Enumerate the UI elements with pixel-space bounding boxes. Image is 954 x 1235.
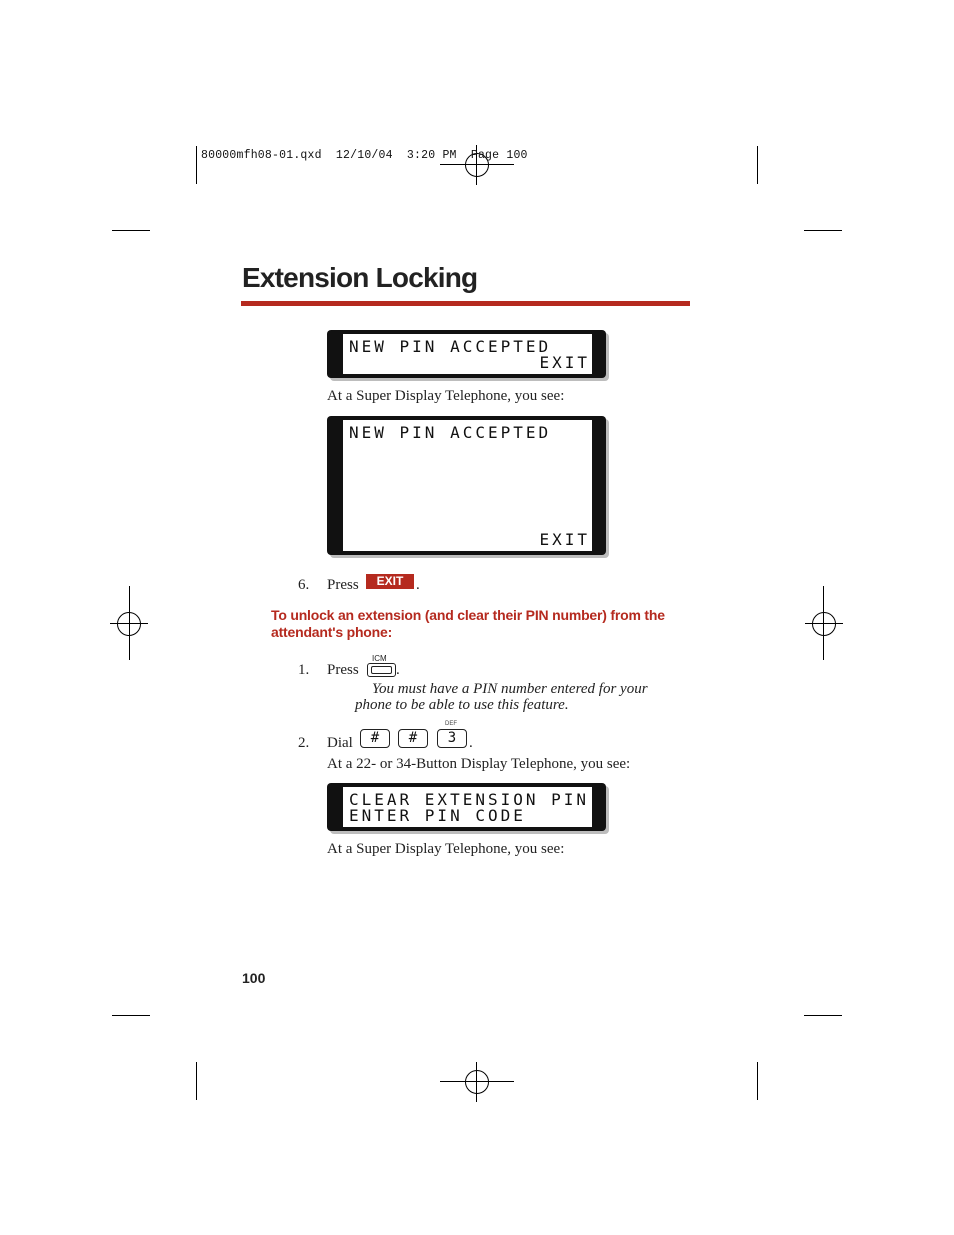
caption: At a 22- or 34-Button Display Telephone, you see: <box>327 756 631 772</box>
lcd-display <box>327 416 606 555</box>
step-text: Dial <box>327 735 353 751</box>
lcd-line: NEW PIN ACCEPTED <box>349 423 552 442</box>
icm-key-icon <box>367 663 396 677</box>
title-rule <box>241 301 690 306</box>
page-title: Extension Locking <box>242 262 478 293</box>
lcd-display <box>327 783 606 831</box>
dial-key-pound: # <box>360 729 390 748</box>
crop-mark <box>804 230 842 231</box>
crop-mark <box>757 146 758 184</box>
section-heading: To unlock an extension (and clear their PIN number) from the attendant's phone: <box>271 607 665 640</box>
crop-mark <box>196 1062 197 1100</box>
step-end: . <box>469 735 473 751</box>
lcd-line: EXIT <box>539 530 590 549</box>
dial-key-3: 3 <box>437 729 467 748</box>
lcd-display <box>327 330 606 378</box>
step-number: 2. <box>298 735 310 751</box>
step-end: . <box>416 577 420 593</box>
note-text: You must have a PIN number entered for your phone to be able to use this feature. <box>355 681 648 713</box>
step-number: 6. <box>298 577 310 593</box>
step-end: . <box>396 662 400 678</box>
step-text: Press <box>327 662 359 678</box>
lcd-line: CLEAR EXTENSION PIN <box>349 790 590 809</box>
crop-mark <box>804 1015 842 1016</box>
step-number: 1. <box>298 662 310 678</box>
crop-mark <box>196 146 197 184</box>
step-text: Press <box>327 577 359 593</box>
lcd-line: EXIT <box>539 353 590 372</box>
caption: At a Super Display Telephone, you see: <box>327 388 565 404</box>
crop-mark <box>757 1062 758 1100</box>
lcd-line: ENTER PIN CODE <box>349 806 526 825</box>
crop-mark <box>112 1015 150 1016</box>
print-slug: 80000mfh08-01.qxd 12/10/04 3:20 PM Page 100 <box>201 149 528 162</box>
caption: At a Super Display Telephone, you see: <box>327 841 565 857</box>
icm-key-label: ICM <box>372 654 387 663</box>
lcd-line: NEW PIN ACCEPTED <box>349 337 552 356</box>
dial-key-pound: # <box>398 729 428 748</box>
crop-mark <box>112 230 150 231</box>
page-number: 100 <box>242 970 266 986</box>
dial-key-sublabel: DEF <box>445 721 457 727</box>
exit-key: EXIT <box>366 574 414 589</box>
